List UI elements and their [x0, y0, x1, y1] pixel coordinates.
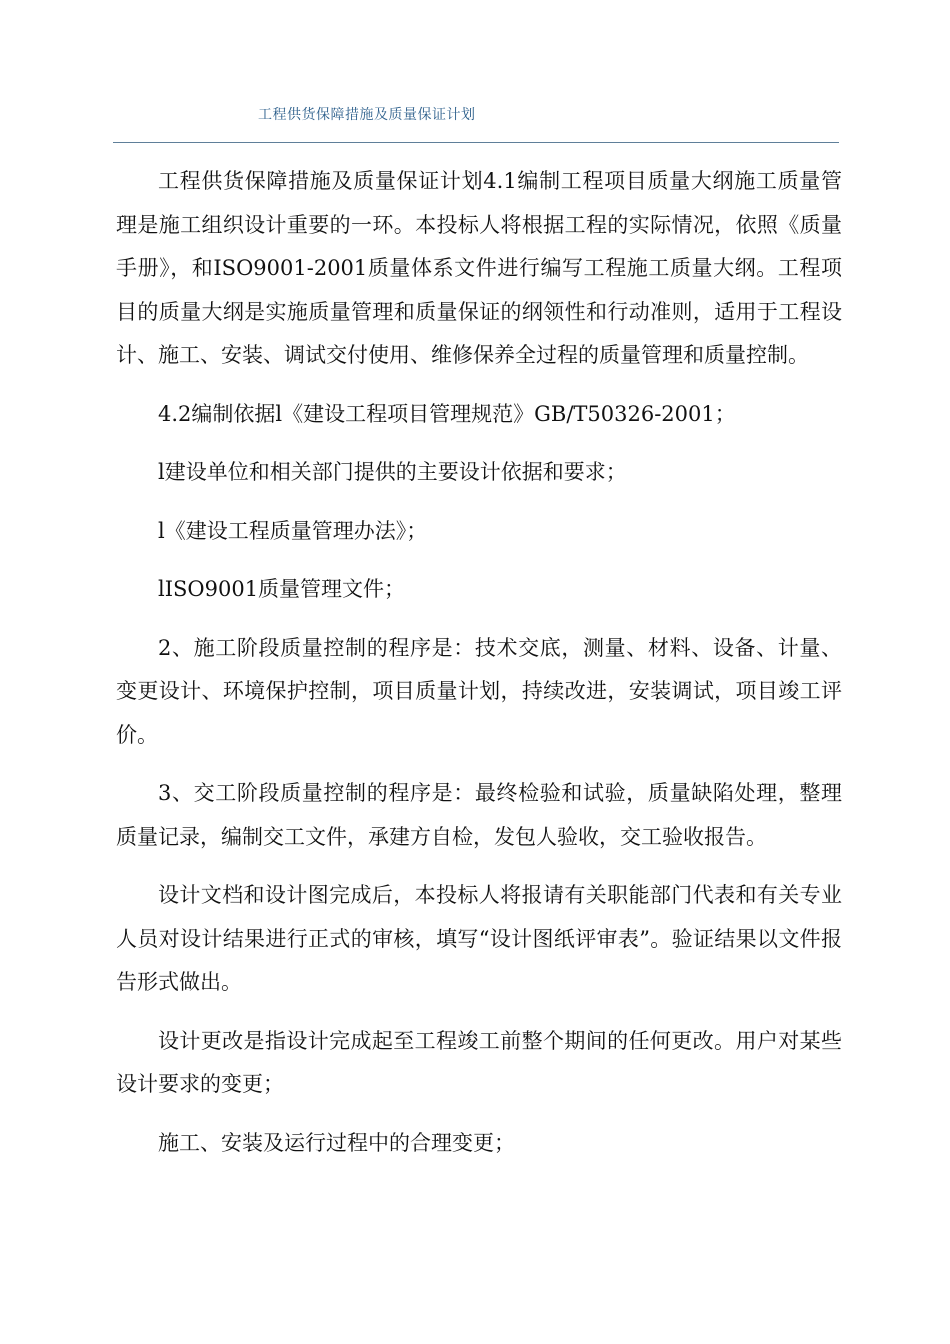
paragraph-basis-quality-measures: l《建设工程质量管理办法》； [158, 518, 428, 543]
paragraph-basis-management-spec: 4.2编制依据l《建设工程项目管理规范》GB/T50326-2001； [158, 401, 736, 426]
header-divider [113, 142, 839, 143]
paragraph-installation-change: 施工、安装及运行过程中的合理变更； [158, 1130, 515, 1155]
document-body [116, 160, 842, 1180]
paragraph-handover-stage-control: 3、交工阶段质量控制的程序是：最终检验和试验，质量缺陷处理，整理质量记录，编制交工文件，承建方自检，发包人验收，交工验收报告。 [116, 781, 842, 849]
paragraph-design-review: 设计文档和设计图完成后，本投标人将报请有关职能部门代表和有关专业人员对设计结果进行正式的审核，填写“设计图纸评审表”。验证结果以文件报告形式做出。 [116, 883, 842, 994]
paragraph-quality-outline: 工程供货保障措施及质量保证计划4.1编制工程项目质量大纲施工质量管理是施工组织设计重要的一环。本投标人将根据工程的实际情况，依照《质量手册》，和ISO9001-2001质量体系文件进行编写工程施工质量大纲。工程项目的质量大纲是实施质量管理和质量保证的纲领性和行动准则，适用于工程设计、施工、安装、调试交付使用、维修保养全过程的质量管理和质量控制。 [116, 169, 842, 367]
page-header-title: 工程供货保障措施及质量保证计划 [258, 107, 476, 123]
paragraph-construction-stage-control: 2、施工阶段质量控制的程序是：技术交底，测量、材料、设备、计量、变更设计、环境保护控制，项目质量计划，持续改进，安装调试，项目竣工评价。 [116, 635, 842, 747]
paragraph-basis-iso9001: lISO9001质量管理文件； [158, 577, 406, 601]
paragraph-basis-client-requirements: l建设单位和相关部门提供的主要设计依据和要求； [158, 460, 627, 484]
paragraph-design-change: 设计更改是指设计完成起至工程竣工前整个期间的任何更改。用户对某些设计要求的变更； [116, 1028, 842, 1096]
